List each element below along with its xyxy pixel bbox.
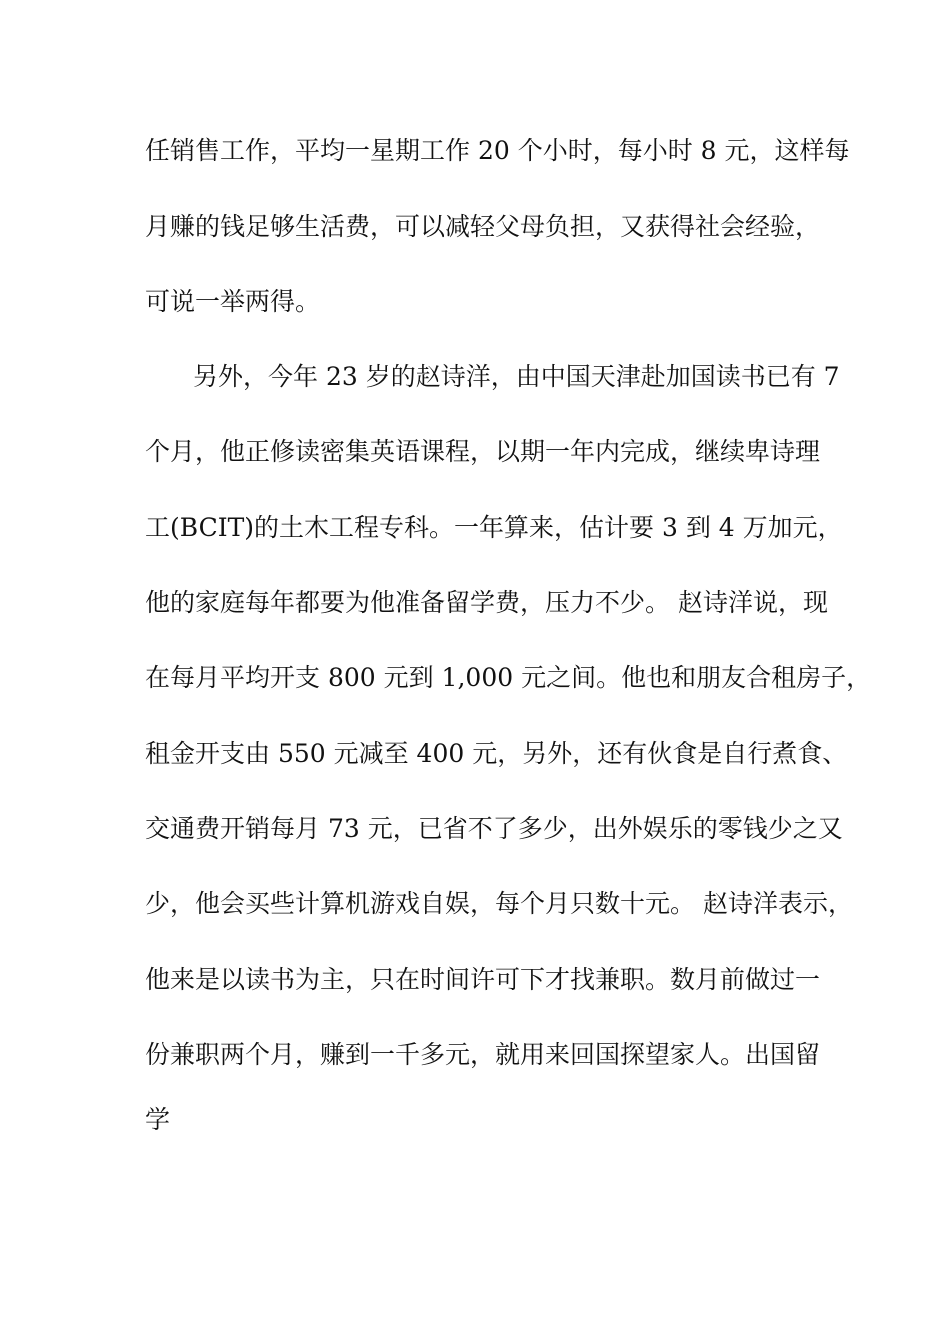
paragraph-first-line: 另外，今年 23 岁的赵诗洋，由中国天津赴加国读书已有 7	[193, 362, 840, 391]
text-line: 在每月平均开支 800 元到 1,000 元之间。他也和朋友合租房子，	[145, 663, 872, 692]
text-line: 工(BCIT)的土木工程专科。一年算来，估计要 3 到 4 万加元，	[145, 513, 843, 542]
text-line: 任销售工作，平均一星期工作 20 个小时，每小时 8 元，这样每	[145, 136, 850, 165]
text-line: 月赚的钱足够生活费，可以减轻父母负担，又获得社会经验，	[145, 212, 821, 241]
text-line: 他的家庭每年都要为他准备留学费，压力不少。 赵诗洋说，现	[145, 588, 828, 617]
text-line: 他来是以读书为主，只在时间许可下才找兼职。数月前做过一	[145, 965, 821, 994]
text-line: 少，他会买些计算机游戏自娱，每个月只数十元。 赵诗洋表示，	[145, 889, 853, 918]
text-line: 交通费开销每月 73 元，已省不了多少，出外娱乐的零钱少之又	[145, 814, 843, 843]
text-line: 可说一举两得。	[145, 287, 321, 316]
text-line: 学	[145, 1105, 171, 1134]
text-line: 租金开支由 550 元减至 400 元，另外，还有伙食是自行煮食、	[145, 739, 848, 768]
text-line: 个月，他正修读密集英语课程，以期一年内完成，继续卑诗理	[145, 437, 821, 466]
text-line: 份兼职两个月，赚到一千多元，就用来回国探望家人。出国留	[145, 1040, 821, 1069]
